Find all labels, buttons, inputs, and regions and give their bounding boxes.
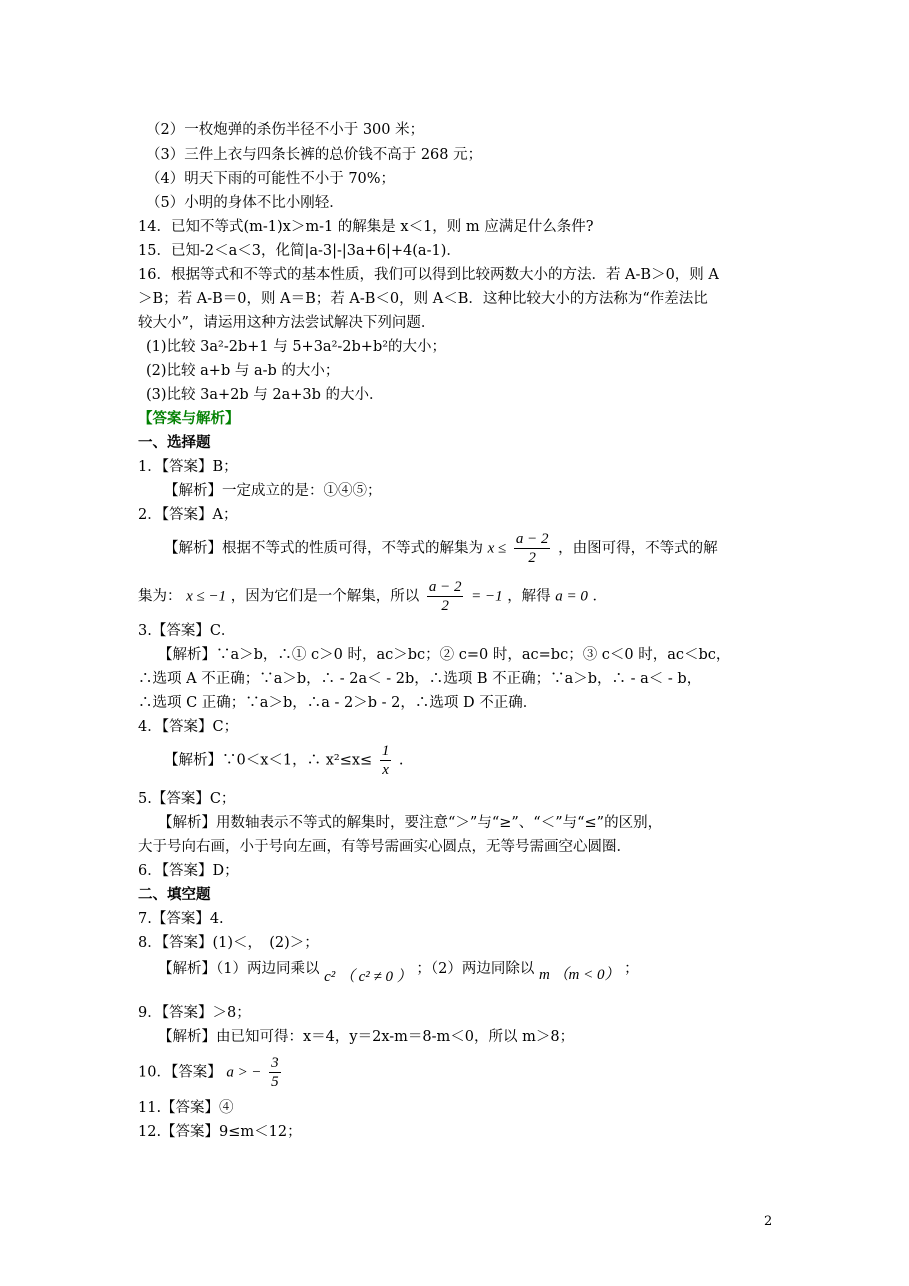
section-choice-heading: 一、选择题 [138,435,211,451]
answer-6: 6．【答案】D； [138,863,239,879]
analysis-2-math-solution: x ≤ −1 [186,588,227,605]
analysis-4 [164,742,404,779]
analysis-8-math-c2: c² [324,969,336,985]
analysis-4-text: 【解析】∵0＜x＜1，∴ x²≤x≤ [164,752,373,769]
analysis-4-end: . [398,752,404,769]
analysis-2-text-e: ，解得 [507,588,551,605]
analysis-2-math-inequality: x ≤ [487,540,507,557]
analysis-4-fraction [380,742,392,779]
analysis-2-text-c: 集为： [138,588,182,605]
analysis-5-line-2: 大于号向右画，小于号向左画，有等号需画实心圆点，无等号需画空心圆圈． [138,839,631,855]
analysis-8-text-a: 【解析】（1）两边同乘以 [158,961,320,977]
analysis-1: 【解析】一定成立的是：①④⑤； [164,483,382,499]
question-16-sub-2: (2)比较 a+b 与 a-b 的大小； [146,363,340,379]
analysis-3-line-1: 【解析】∵a＞b，∴① c＞0 时，ac＞bc；② c=0 时，ac=bc；③ c＜0 时，ac＜bc， [158,647,731,663]
analysis-2-line-2 [138,578,607,615]
answer-10 [138,1054,284,1091]
answer-3: 3.【答案】C． [138,623,236,639]
answer-10-label: 10．【答案】 [138,1064,222,1081]
analysis-3-line-2: ∴选项 A 不正确；∵a＞b，∴ - 2a＜ - 2b，∴选项 B 不正确；∵a＞b，∴ - a＜ - b， [138,671,702,687]
analysis-8 [158,959,639,985]
analysis-2-text-d: ，因为它们是一个解集，所以 [230,588,420,605]
answer-11: 11.【答案】④ [138,1100,234,1116]
analysis-2-fraction-2 [427,578,464,615]
answer-8: 8．【答案】(1)＜， (2)＞； [138,935,319,951]
fraction-numerator: 3 [271,1055,279,1071]
question-14: 14．已知不等式(m-1)x＞m-1 的解集是 x＜1，则 m 应满足什么条件? [138,219,594,235]
answer-12: 12.【答案】9≤m＜12； [138,1124,302,1140]
analysis-3-line-3: ∴选项 C 正确；∵a＞b，∴a - 2＞b - 2，∴选项 D 不正确． [138,695,538,711]
answer-2: 2．【答案】A； [138,507,238,523]
question-13-part-5: （5）小明的身体不比小刚轻． [146,195,344,211]
question-13-part-3: （3）三件上衣与四条长裤的总价钱不高于 268 元； [146,147,483,163]
analysis-2-text-b: ，由图可得，不等式的解 [558,540,718,557]
answer-1: 1．【答案】B； [138,459,238,475]
question-16-line-2: ＞B；若 A-B＝0，则 A＝B；若 A-B＜0，则 A＜B．这种比较大小的方法称为“作差法比 [138,291,708,307]
answer-9: 9．【答案】＞8； [138,1005,251,1021]
analysis-2-text-f: ． [592,588,608,605]
fraction-numerator: a − 2 [428,579,462,595]
analysis-8-end: ； [624,961,639,977]
fraction-denominator: 2 [441,598,449,614]
answer-7: 7.【答案】4. [138,911,224,927]
question-16-line-3: 较大小”，请运用这种方法尝试解决下列问题． [138,315,436,331]
answers-heading: 【答案与解析】 [138,411,240,427]
question-16-line-1: 16．根据等式和不等式的基本性质，我们可以得到比较两数大小的方法．若 A-B＞0，则 A [138,267,719,283]
analysis-9: 【解析】由已知可得：x＝4，y＝2x-m＝8-m＜0，所以 m＞8； [158,1029,575,1045]
fraction-denominator: x [382,762,389,778]
analysis-2-math-equals: = −1 [471,588,503,605]
analysis-2-fraction [514,530,551,567]
fraction-denominator: 5 [271,1074,279,1090]
analysis-2-text-a: 【解析】根据不等式的性质可得，不等式的解集为 [164,540,483,557]
answer-5: 5.【答案】C； [138,791,236,807]
answer-10-fraction [269,1054,281,1091]
analysis-2-math-result: a = 0 [555,588,588,605]
fraction-denominator: 2 [528,550,536,566]
analysis-5-line-1: 【解析】用数轴表示不等式的解集时，要注意“＞”与“≥”、“＜”与“≤”的区别， [158,815,663,831]
question-13-part-2: （2）一枚炮弹的杀伤半径不小于 300 米； [146,122,425,138]
answer-4: 4．【答案】C； [138,719,239,735]
fraction-numerator: 1 [381,743,390,759]
question-16-sub-1: (1)比较 3a²-2b+1 与 5+3a²-2b+b²的大小； [146,339,447,355]
analysis-2-line-1 [164,530,718,567]
answer-10-math: a > − [226,1064,262,1081]
fraction-numerator: a − 2 [515,531,549,547]
question-15: 15．已知-2＜a＜3，化简|a-3|-|3a+6|+4(a-1)． [138,243,461,259]
analysis-8-math-m: m （m < 0） [538,967,620,983]
analysis-8-math-condition: （ c² ≠ 0 ） [339,969,412,985]
question-16-sub-3: (3)比较 3a+2b 与 2a+3b 的大小． [146,387,384,403]
page-number: 2 [764,1214,773,1229]
question-13-part-4: （4）明天下雨的可能性不小于 70%； [146,171,396,187]
analysis-8-text-b: ；（2）两边同除以 [416,961,535,977]
section-fill-heading: 二、填空题 [138,887,211,903]
